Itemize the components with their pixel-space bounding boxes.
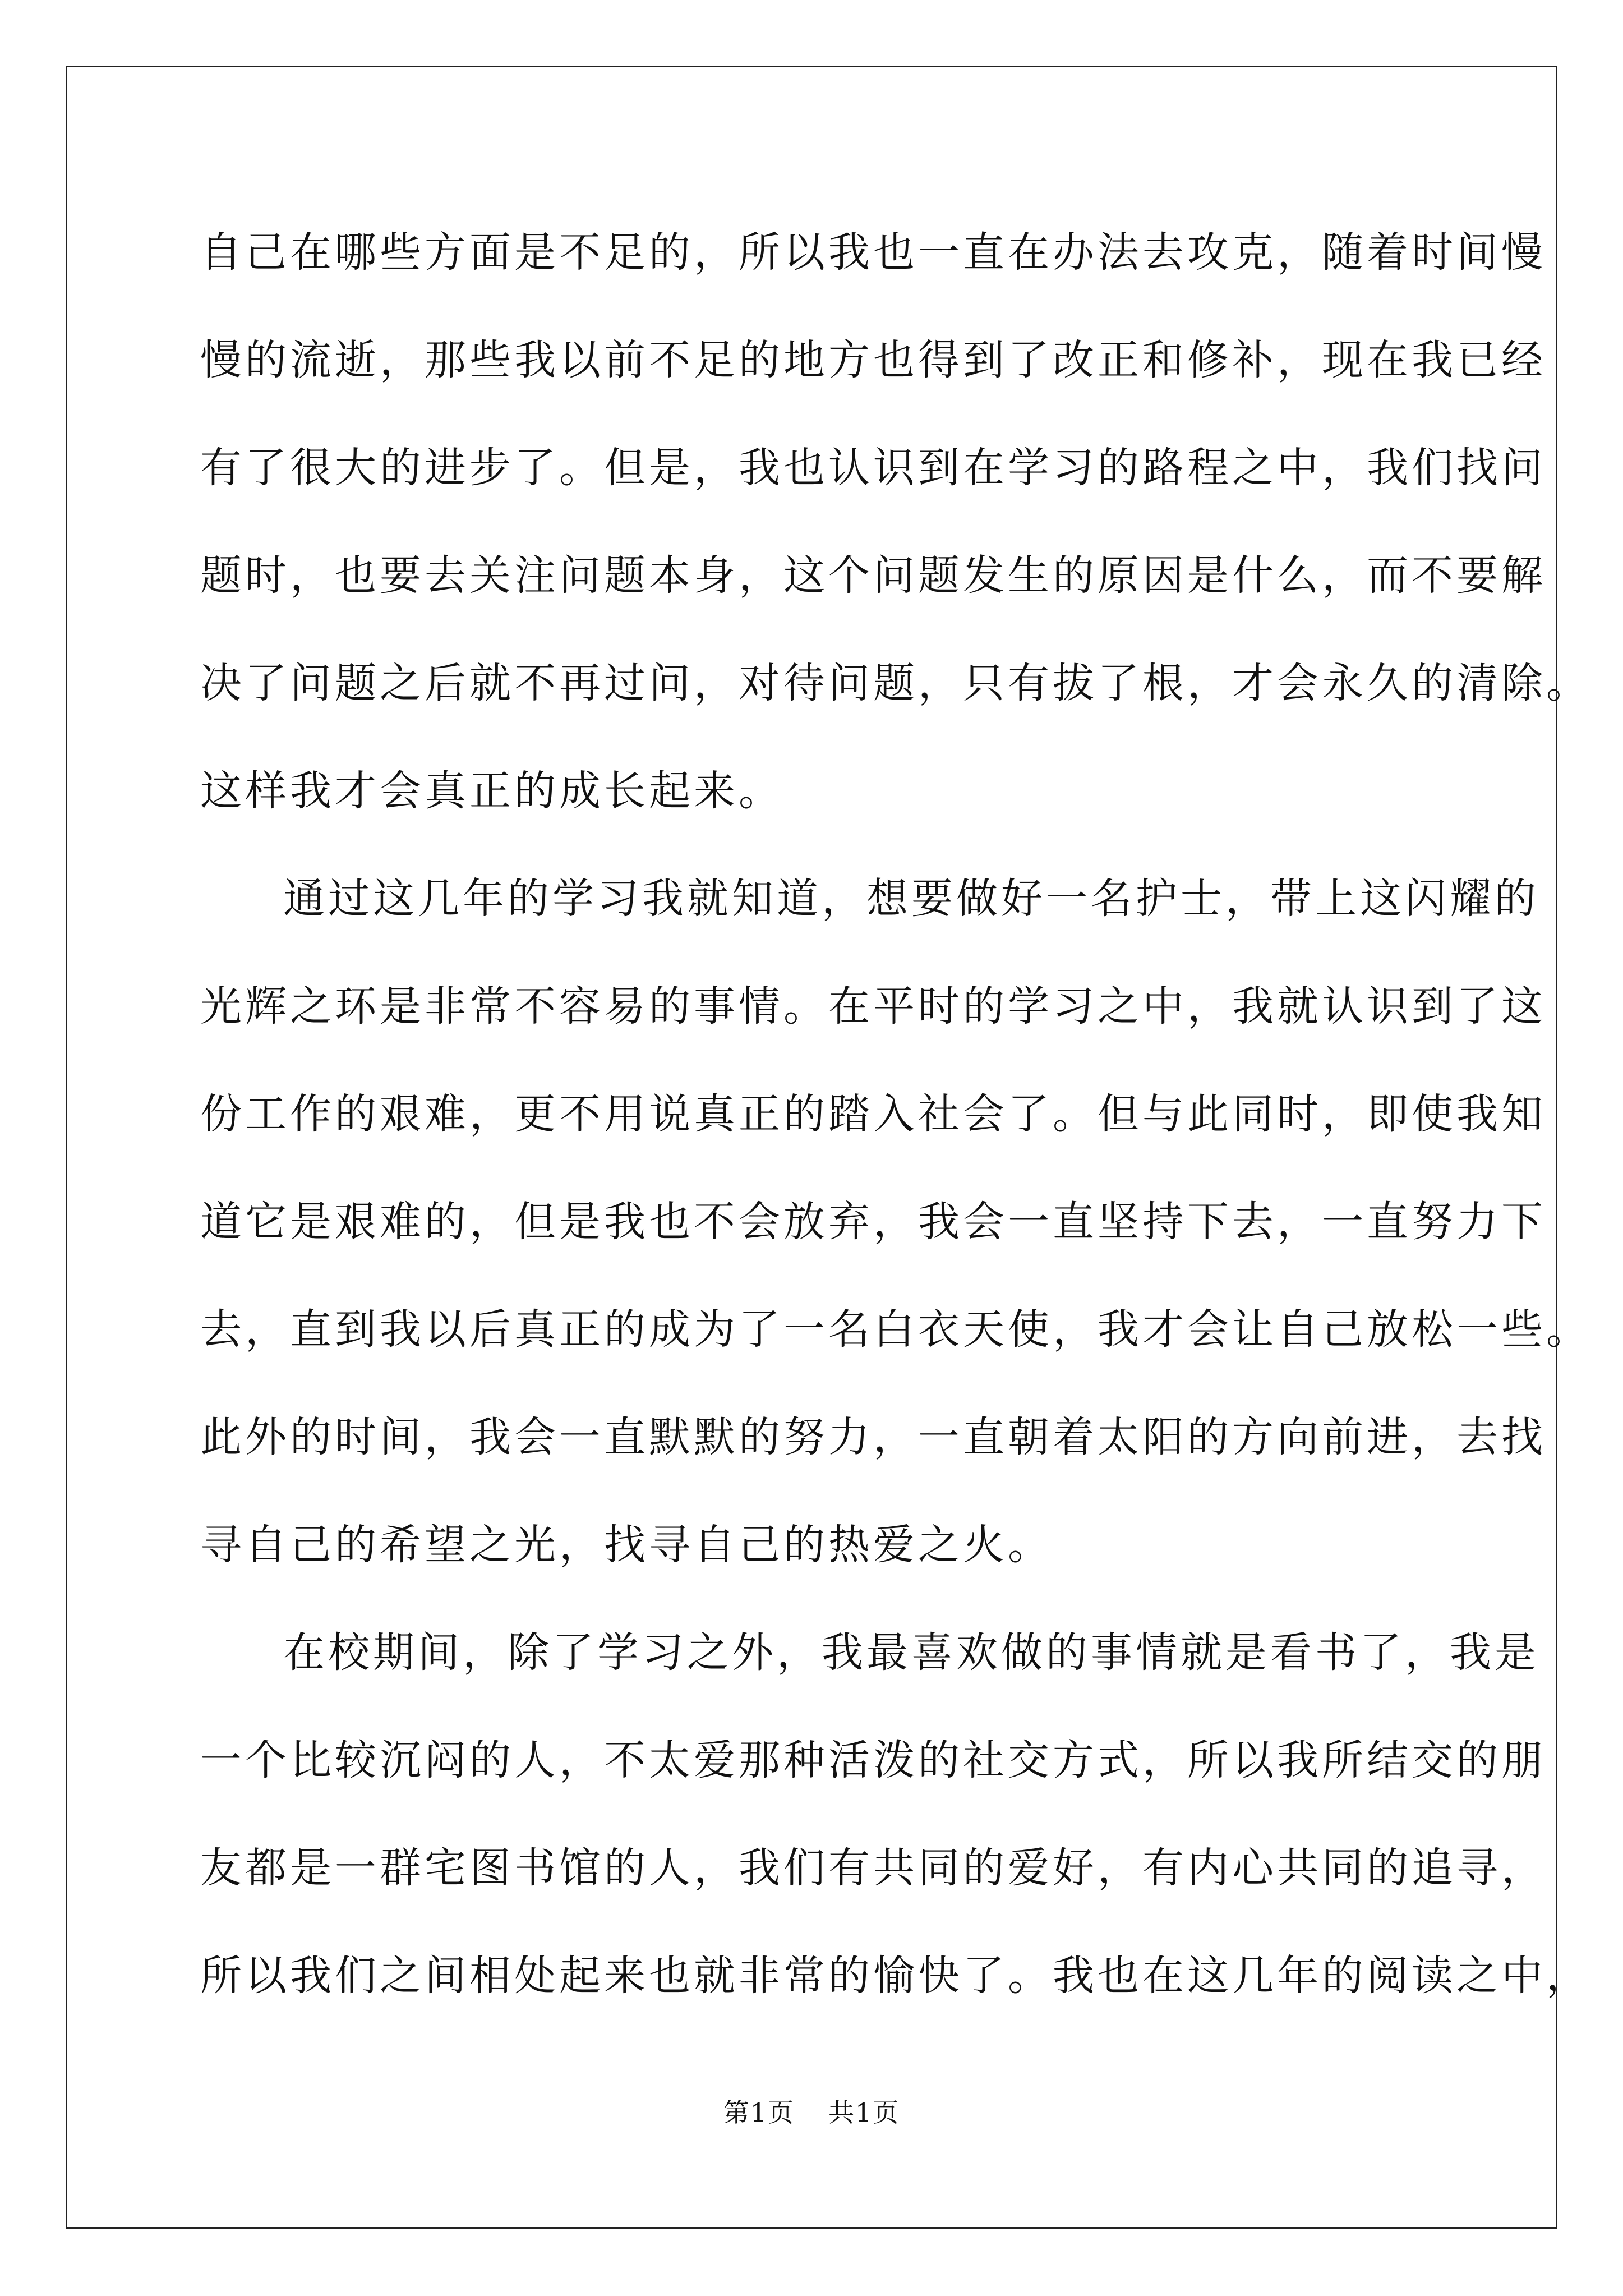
- text-line: 题时，也要去关注问题本身，这个问题发生的原因是什么，而不要解: [200, 551, 1546, 600]
- text-line: 份工作的艰难，更不用说真正的踏入社会了。但与此同时，即使我知: [200, 1090, 1546, 1138]
- page-number: 第1页: [723, 2097, 795, 2128]
- text-line: 道它是艰难的，但是我也不会放弃，我会一直坚持下去，一直努力下: [200, 1198, 1546, 1246]
- total-pages: 共1页: [828, 2097, 900, 2128]
- text-line: 自己在哪些方面是不足的，所以我也一直在办法去攻克，随着时间慢: [200, 228, 1546, 277]
- text-line: 此外的时间，我会一直默默的努力，一直朝着太阳的方向前进，去找: [200, 1413, 1546, 1461]
- text-line: 这样我才会真正的成长起来。: [200, 767, 783, 815]
- text-line: 一个比较沉闷的人，不太爱那种活泼的社交方式，所以我所结交的朋: [200, 1736, 1546, 1784]
- text-line: 友都是一群宅图书馆的人，我们有共同的爱好，有内心共同的追寻，: [200, 1844, 1546, 1892]
- text-line: 光辉之环是非常不容易的事情。在平时的学习之中，我就认识到了这: [200, 982, 1546, 1030]
- text-line: 去，直到我以后真正的成为了一名白衣天使，我才会让自己放松一些。: [200, 1305, 1591, 1354]
- text-line: 慢的流逝，那些我以前不足的地方也得到了改正和修补，现在我已经: [200, 336, 1546, 384]
- document-body: [200, 208, 1591, 2039]
- text-line: 有了很大的进步了。但是，我也认识到在学习的路程之中，我们找问: [200, 444, 1546, 492]
- page-footer: [0, 2092, 1623, 2129]
- text-line: 所以我们之间相处起来也就非常的愉快了。我也在这几年的阅读之中，: [200, 1952, 1591, 2000]
- text-line: 寻自己的希望之光，找寻自己的热爱之火。: [200, 1521, 1053, 1569]
- paragraph-first-line: 通过这几年的学习我就知道，想要做好一名护士，带上这闪耀的: [283, 875, 1539, 923]
- text-line: 决了问题之后就不再过问，对待问题，只有拔了根，才会永久的清除。: [200, 659, 1591, 707]
- paragraph-first-line: 在校期间，除了学习之外，我最喜欢做的事情就是看书了，我是: [283, 1628, 1539, 1677]
